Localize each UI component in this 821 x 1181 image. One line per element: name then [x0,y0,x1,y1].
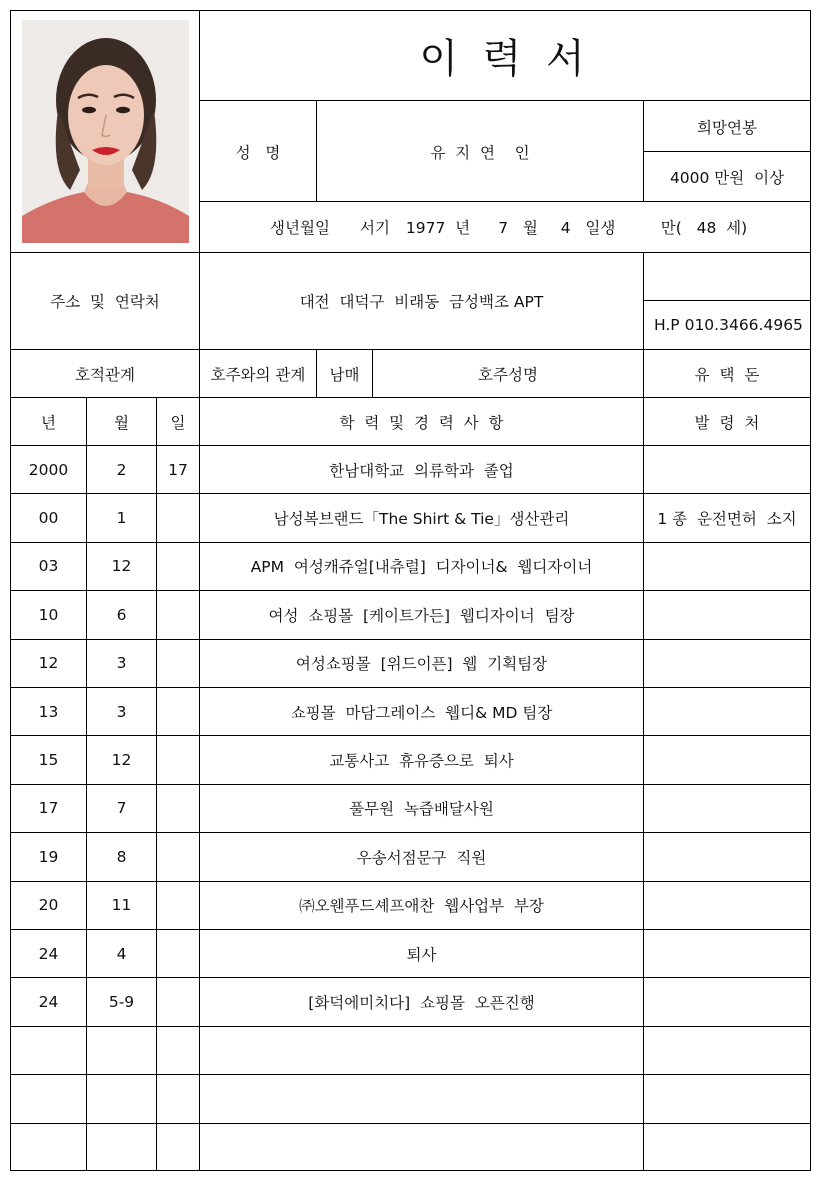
phone-value: H.P 010.3466.4965 [654,316,803,334]
divider [10,252,811,253]
history-month: 1 [116,509,127,528]
history-issuer [644,1124,810,1171]
history-issuer [644,1027,810,1074]
history-day [157,640,199,687]
history-year: 17 [38,799,59,818]
history-issuer [644,640,810,687]
history-day: 17 [168,460,188,479]
history-month: 3 [116,654,127,673]
history-content [200,1124,643,1171]
birth-year: 1977 년 [405,219,471,237]
history-day [157,1075,199,1122]
history-content: 여성 쇼핑몰 [케이트가든] 웹디자이너 팀장 [268,606,575,625]
history-year [11,1027,86,1074]
header-year: 년 [41,413,56,432]
address-label: 주소 및 연락처 [50,293,160,311]
birth-era: 서기 [360,219,390,237]
history-year: 2000 [28,460,69,479]
history-month: 8 [116,847,127,866]
history-issuer [644,591,810,638]
birth-label: 생년월일 [270,219,330,237]
header-month: 월 [114,413,129,432]
history-month: 3 [116,702,127,721]
history-year: 12 [38,654,59,673]
history-month: 11 [111,896,132,915]
history-day [157,833,199,880]
family-label: 호적관계 [75,365,135,384]
history-issuer [644,978,810,1025]
history-day [157,1124,199,1171]
history-content: 풀무원 녹즙배달사원 [349,800,494,819]
divider [10,397,811,398]
history-issuer [644,736,810,783]
history-month: 5-9 [108,993,135,1012]
history-month: 12 [111,557,132,576]
history-issuer [644,1075,810,1122]
document-title: 이 력 서 [419,36,591,82]
history-day [157,882,199,929]
age-value: 만( 48 세) [660,219,748,237]
history-year: 13 [38,702,59,721]
history-issuer [644,543,810,590]
history-content: 쇼핑몰 마담그레이스 웹디& MD 팀장 [290,703,553,722]
history-year [11,1075,86,1122]
salary-value: 4000 만원 이상 [669,168,785,187]
history-content: 우송서점문구 직원 [356,848,487,867]
history-month: 2 [116,460,127,479]
history-content [200,1075,643,1122]
history-issuer: 1 종 운전면허 소지 [657,510,797,529]
salary-label: 희망연봉 [697,118,757,137]
history-year [11,1124,86,1171]
relation-value: 남매 [329,365,360,384]
history-month: 12 [111,751,132,770]
history-content: 퇴사 [406,945,437,964]
history-day [157,1027,199,1074]
divider [200,201,811,202]
history-day [157,736,199,783]
name-value: 유 지 연 인 [430,143,530,162]
history-month: 6 [116,605,127,624]
history-month [87,1124,156,1171]
history-issuer [644,930,810,977]
history-year: 24 [38,993,59,1012]
divider [200,100,811,101]
divider [316,101,317,201]
divider [644,151,811,152]
history-year: 15 [38,751,59,770]
history-day [157,688,199,735]
relation-label: 호주와의 관계 [210,365,306,384]
history-year: 03 [38,557,59,576]
head-label: 호주성명 [478,365,538,384]
history-day [157,978,199,1025]
header-issuer: 발 령 처 [694,413,760,432]
history-content: APM 여성캐쥬얼[내츄럴] 디자이너& 웹디자이너 [250,558,593,577]
divider [316,349,317,397]
history-issuer [644,833,810,880]
history-month: 4 [116,944,127,963]
history-content: 여성쇼핑몰 [위드이픈] 웹 기획팀장 [295,655,548,674]
history-content: 한남대학교 의류학과 졸업 [329,461,514,480]
history-day [157,591,199,638]
portrait-image [22,20,189,243]
profile-photo [22,20,189,243]
history-issuer [644,446,810,493]
history-year: 10 [38,605,59,624]
history-day [157,785,199,832]
history-day [157,930,199,977]
head-value: 유 택 돈 [694,365,760,384]
address-value: 대전 대덕구 비래동 금성백조 APT [299,293,544,311]
header-day: 일 [170,413,186,432]
divider [644,300,811,301]
divider [156,397,157,1171]
divider [10,445,811,446]
history-issuer [644,882,810,929]
divider [199,397,200,1171]
divider [86,397,87,1171]
history-content [200,1027,643,1074]
divider [372,349,373,397]
divider [10,349,811,350]
history-issuer [644,785,810,832]
history-day [157,494,199,541]
history-month [87,1027,156,1074]
history-month: 7 [116,799,127,818]
history-day [157,543,199,590]
history-year: 19 [38,847,59,866]
history-year: 20 [38,896,59,915]
history-content: [화덕에미치다] 쇼핑몰 오픈진행 [308,994,535,1013]
divider [643,101,644,201]
birth-month: 7 월 [498,219,538,237]
history-year: 24 [38,944,59,963]
header-content: 학 력 및 경 력 사 항 [339,413,504,432]
history-issuer [644,688,810,735]
divider [199,10,200,398]
history-content: 교통사고 휴유증으로 퇴사 [329,752,514,771]
birth-day: 4 일생 [560,219,616,237]
history-month [87,1075,156,1122]
history-year: 00 [38,509,59,528]
divider [643,252,644,1171]
history-content: ㈜오웬푸드셰프애찬 웹사업부 부장 [299,897,544,916]
history-content: 남성복브랜드「The Shirt & Tie」생산관리 [273,510,570,529]
name-label: 성 명 [235,143,281,162]
